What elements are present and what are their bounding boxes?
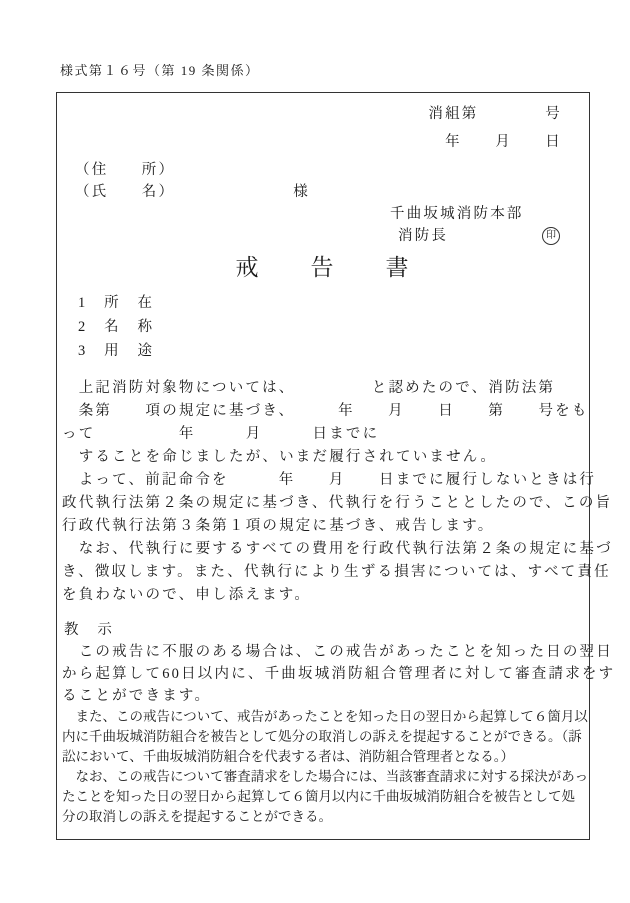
instruction-line: 訟において、千曲坂城消防組合を代表する者は、消防組合管理者となる。） (62, 749, 514, 764)
instruction-heading: 教 示 (64, 622, 115, 638)
instruction-paragraph-appeal (62, 641, 616, 707)
instruction-paragraph-lawsuit (62, 707, 588, 767)
body-line: き、徴収します。また、代執行により生ずる損害については、すべて責任 (62, 564, 611, 580)
sender-organization: 千曲坂城消防本部 (390, 206, 524, 222)
body-line: 条第 項の規定に基づき、 年 月 日 第 号をも (62, 403, 589, 419)
instruction-line: から起算して60日以内に、千曲坂城消防組合管理者に対して審査請求をす (62, 666, 616, 682)
body-line: 政代執行法第２条の規定に基づき、代執行を行うこととしたので、この旨 (62, 495, 613, 511)
document-title: 戒 告 書 (235, 255, 411, 280)
body-line: 行政代執行法第３条第１項の規定に基づき、戒告します。 (62, 518, 495, 534)
honorific-label: 様 (293, 184, 310, 200)
body-line: することを命じましたが、いまだ履行されていません。 (62, 449, 498, 465)
sender-title: 消防長 (398, 228, 449, 244)
name-line (62, 181, 584, 203)
date-line: 年 月 日 (445, 134, 562, 150)
property-item-name: 2 名 称 (78, 319, 155, 335)
body-line: って 年 月 日までに (62, 426, 380, 442)
instruction-line: なお、この戒告について審査請求をした場合には、当該審査請求に対する採決があっ (62, 769, 589, 784)
body-paragraph-execution (62, 469, 613, 538)
property-item-use: 3 用 途 (78, 343, 155, 359)
instruction-line: 内に千曲坂城消防組合を被告として処分の取消しの訴えを提起することができる。（訴 (62, 729, 582, 744)
document-border-box (56, 92, 616, 840)
instruction-line: ることができます。 (62, 688, 212, 704)
property-item-location: 1 所 在 (78, 295, 155, 311)
body-paragraph-costs (62, 538, 613, 607)
address-line: （住 所） (75, 162, 176, 178)
body-line: なお、代執行に要するすべての費用を行政代執行法第２条の規定に基づ (62, 541, 613, 557)
name-label: （氏 名） (75, 184, 176, 200)
body-line: を負わないので、申し添えます。 (62, 587, 312, 603)
instruction-paragraph-after-review (62, 767, 589, 827)
instruction-line: この戒告に不服のある場合は、この戒告があったことを知った日の翌日 (62, 644, 613, 660)
instruction-line: 分の取消しの訴えを提起することができる。 (62, 809, 332, 824)
seal-stamp-icon: 印 (542, 227, 560, 245)
sender-title-line (62, 225, 584, 247)
body-paragraph-order (62, 377, 589, 469)
body-line: 上記消防対象物については、 と認めたので、消防法第 (62, 380, 556, 396)
instruction-line: たことを知った日の翌日から起算して６箇月以内に千曲坂城消防組合を被告として処 (62, 789, 575, 804)
property-item-list (62, 291, 584, 363)
instruction-line: また、この戒告について、戒告があったことを知った日の翌日から起算して６箇月以 (62, 709, 588, 724)
form-number-label: 様式第１６号（第 19 条関係） (60, 63, 260, 78)
body-line: よって、前記命令を 年 月 日までに履行しないときは行 (62, 472, 597, 488)
doc-number-line: 消組第 号 (428, 106, 562, 122)
